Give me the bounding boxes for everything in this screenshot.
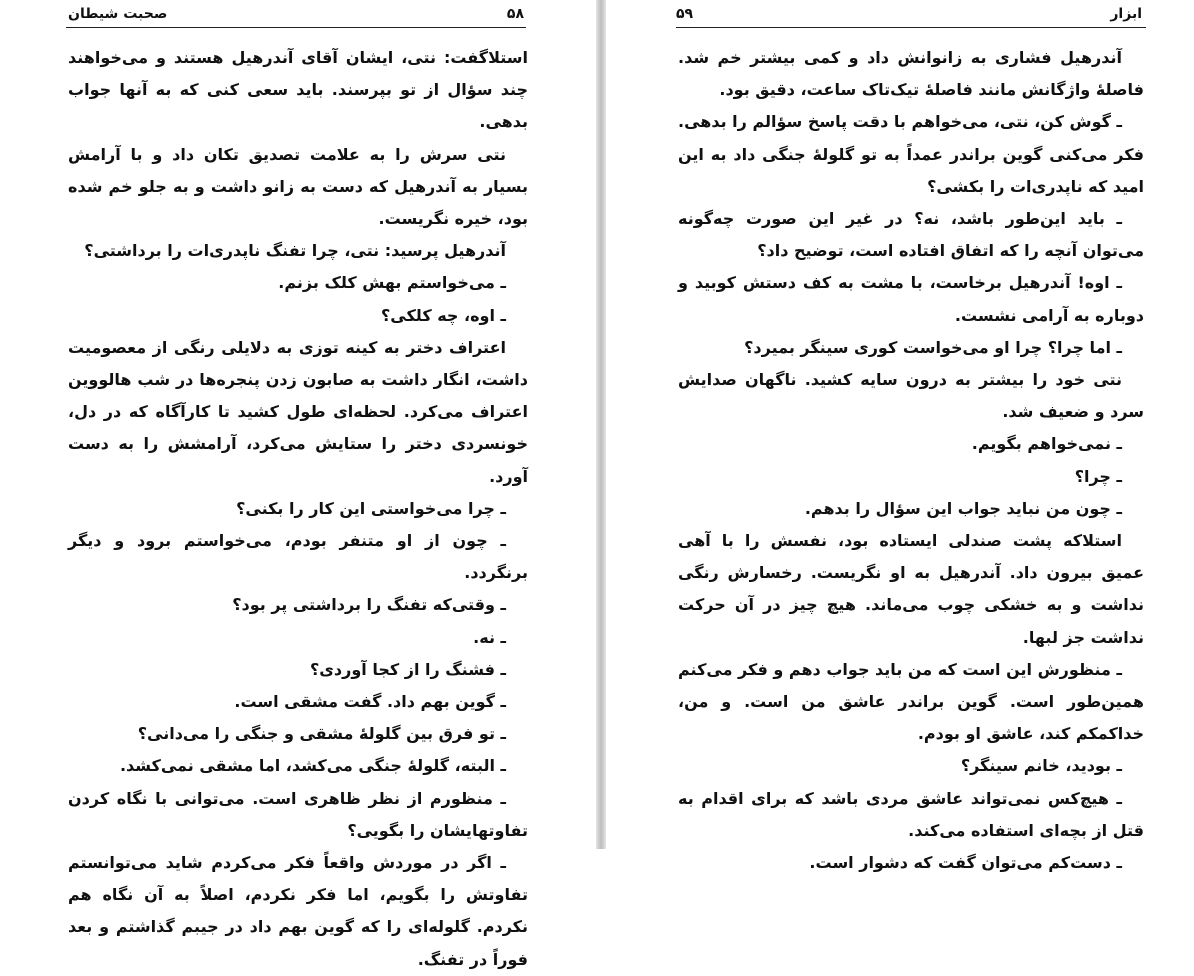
dialogue-line: ـ دست‌کم می‌توان گفت که دشوار است. [809,853,1122,873]
dialogue-line: ـ بودید، خانم سینگر؟ [960,756,1122,776]
dialogue-line: ـ فشنگ را از کجا آوردی؟ [309,659,506,679]
right-page [606,0,1194,873]
dialogue-line: ـ باید این‌طور باشد، نه؟ در غیر این صورت چه‌گونه می‌توان آنچه را که اتفاق افتاده است، توضیح داد؟ [678,209,1144,261]
right-page-number: ۵۹ [676,6,694,22]
paragraph: آندرهیل پرسید: نتی، چرا تفنگ ناپدری‌ات را برداشتی؟ [84,241,506,261]
left-body-text [68,42,528,976]
dialogue-line: ـ اوه! آندرهیل برخاست، با مشت به کف دستش کوبید و دوباره به آرامی نشست. [678,273,1144,325]
right-header-rule [676,27,1146,28]
dialogue-line: ـ اوه، چه کلکی؟ [381,305,506,325]
paragraph: استلاکه پشت صندلی ایستاده بود، نفسش را با آهی عمیق بیرون داد. آندرهیل به او نگریست. رخسارش رنگی نداشت و به خشکی چوب می‌ماند. هیچ چیز در آن حرکت نداشت جز لبها. [678,531,1144,647]
dialogue-line: ـ اما چرا؟ چرا او می‌خواست کوری سینگر بمیرد؟ [744,337,1122,357]
paragraph: نتی سرش را به علامت تصدیق تکان داد و با آرامش بسیار به آندرهیل که دست به زانو داشت و به جلو خم شده بود، خیره نگریست. [68,144,528,229]
dialogue-line: ـ چرا؟ [1074,466,1122,486]
dialogue-line: ـ گوین بهم داد. گفت مشقی است. [234,692,506,712]
left-header-rule [66,27,526,28]
dialogue-line: ـ منظورش این است که من باید جواب دهم و فکر می‌کنم همین‌طور است. گوین براندر عاشق من است. و من، خداکمکم کند، عاشق او بودم. [678,659,1144,744]
right-running-title: ابزار [1110,6,1142,22]
paragraph: نتی خود را بیشتر به درون سایه کشید. ناگهان صدایش سرد و ضعیف شد. [678,370,1144,422]
dialogue-line: ـ هیچ‌کس نمی‌تواند عاشق مردی باشد که برای اقدام به قتل از بچه‌ای استفاده می‌کند. [678,788,1144,840]
dialogue-line: ـ منظورم از نظر ظاهری است. می‌توانی با نگاه کردن تفاوتهایشان را بگویی؟ [68,788,528,840]
dialogue-line: ـ چون از او متنفر بودم، می‌خواستم برود و دیگر برنگردد. [68,531,528,583]
dialogue-line: ـ البته، گلولهٔ جنگی می‌کشد، اما مشقی نمی‌کشد. [119,756,506,776]
left-page-number: ۵۸ [506,6,524,22]
dialogue-line: ـ نه. [473,627,506,647]
right-running-head [676,4,1142,24]
dialogue-line: ـ چرا می‌خواستی این کار را بکنی؟ [236,498,506,518]
dialogue-line: ـ اگر در موردش واقعاً فکر می‌کردم شاید می‌توانستم تفاوتش را بگویم، اما فکر نکردم، اصلاً به آن نگاه هم نکردم. گلوله‌ای را که گوین بهم داد در جیبم گذاشتم و بعد فوراً در تفنگ. [68,853,528,969]
dialogue-line: ـ چون من نباید جواب این سؤال را بدهم. [804,498,1122,518]
dialogue-line: ـ گوش کن، نتی، می‌خواهم با دقت پاسخ سؤالم را بدهی. فکر می‌کنی گوین براندر عمداً به تو گلولهٔ جنگی داد به این امید که ناپدری‌ات را بکشی؟ [678,112,1144,196]
dialogue-line: ـ وقتی‌که تفنگ را برداشتی پر بود؟ [232,595,506,615]
paragraph: اعتراف دختر به کینه توزی به دلایلی رنگی از معصومیت داشت، انگار داشت به صابون زدن پنجره‌ها در شب هالووین اعتراف می‌کرد. لحظه‌ای طول کشید تا کارآگاه که در دل، خونسردی دختر را ستایش می‌کرد، آرامشش را به دست آورد. [68,337,528,486]
book-gutter [596,0,606,849]
left-running-head [68,4,524,24]
left-page [0,0,596,969]
dialogue-line: ـ تو فرق بین گلولهٔ مشقی و جنگی را می‌دانی؟ [137,724,506,744]
left-running-title: صحبت شیطان [68,6,168,22]
paragraph: آندرهیل فشاری به زانوانش داد و کمی بیشتر خم شد. فاصلهٔ واژگانش مانند فاصلهٔ تیک‌تاک ساعت، دقیق بود. [678,48,1144,100]
paragraph: استلاگفت: نتی، ایشان آقای آندرهیل هستند و می‌خواهند چند سؤال از تو بپرسند. باید سعی کنی که به آنها جواب بدهی. [68,48,528,132]
right-body-text [678,42,1144,879]
dialogue-line: ـ نمی‌خواهم بگویم. [971,434,1122,454]
dialogue-line: ـ می‌خواستم بهش کلک بزنم. [278,273,506,293]
